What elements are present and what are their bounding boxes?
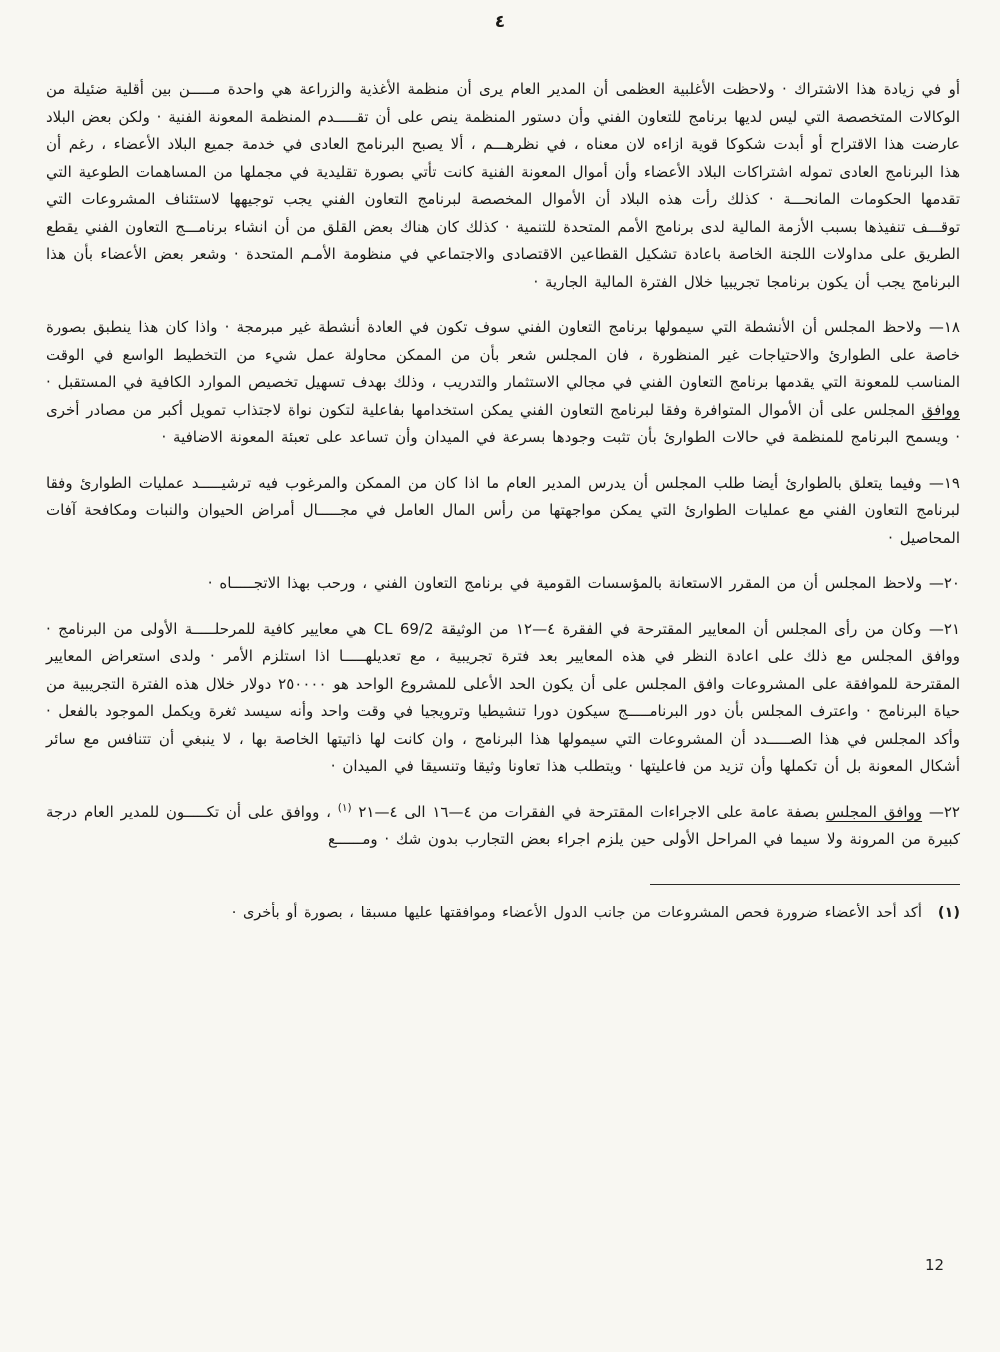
paragraph-21: ٢١— وكان من رأى المجلس أن المعايير المقترحة في الفقرة ٤—١٢ من الوثيقة CL 69/2 هي معايير كافية للمرحلـــــة الأولى من البرنامج · ووافق المجلس مع ذلك على اعادة النظر في هذه المعايير بعد فترة تجريبية ، مع تعديلهـــــا اذا استلزم الأمر · ولدى استعراض المعايير المقترحة للموافقة على المشروعات وافق المجلس على أن يكون الحد الأعلى للمشروع الواحد هو ٢٥٠٠٠٠ دولار خلال هذه الفترة التجريبية من حياة البرنامج · واعترف المجلس بأن دور البرنامـــــج سيكون دورا تنشيطيا وترويجيا في وقت واحد وأنه سيسد ثغرة ويكمل الموجود بالفعل · وأكد المجلس في هذا الصـــــدد أن المشروعات التي سيمولها هذا البرنامج ، وان كانت لها ذاتيتها الخاصة بها ، لا ينبغي أن تتنافس مع سائر أشكال المعونة بل أن تكملها وأن تزيد من فاعليتها · ويتطلب هذا تعاونا وثيقا وتنسيقا في الميدان ·: [46, 619, 961, 775]
paragraph-20: ٢٠— ولاحظ المجلس أن من المقرر الاستعانة بالمؤسسات القومية في برنامج التعاون الفني ، ورحب بهذا الاتجـــــاه ·: [207, 574, 960, 592]
footnote-reference: (١): [337, 801, 352, 814]
paragraph-18: [46, 314, 960, 452]
underlined-phrase-22: ووافق المجلس: [825, 802, 923, 821]
paragraph-22-text-middle: بصفة عامة على الاجراءات المقترحة في الفقرات من ٤—١٦ الى ٤—٢١: [351, 802, 826, 821]
paragraph-18-text-after: المجلس على أن الأموال المتوافرة وفقا لبرنامج التعاون الفني يمكن استخدامها بفاعلية لتكون نواة لاجتذاب تمويل أكبر من مصادر أخرى · ويسمح البرنامج للمنظمة في حالات الطوارئ بأن تثبت وجودها بسرعة في الميدان وأن تساعد على تعبئة المعونة الاضافية ·: [46, 400, 960, 446]
paragraph-18-text-before: ١٨— ولاحظ المجلس أن الأنشطة التي سيمولها برنامج التعاون الفني سوف تكون في العادة أنشطة غير مبرمجة · واذا كان هذا ينطبق بصورة خاصة على الطوارئ والاحتياجات غير المنظورة ، فان المجلس شعر بأن من الممكن محاولة عمل شيء من التخطيط الواسع في الوقت المناسب للمعونة التي يقدمها برنامج التعاون الفني في مجالي الاستثمار والتدريب ، وذلك بهدف تسهيل تخصيص الموارد الكافية في المستقبل ·: [46, 318, 960, 391]
paragraph-22-text-after: ، ووافق على أن تكـــــون للمدير العام درجة كبيرة من المرونة ولا سيما في المراحل الأولى حين يلزم اجراء بعض التجارب بدون شك · ومــــــع: [46, 802, 960, 848]
paragraph-22-number: ٢٢—: [922, 802, 960, 821]
footnote-text: أكد أحد الأعضاء ضرورة فحص المشروعات من جانب الدول الأعضاء وموافقتها عليها مسبقا ، بصورة أو بأخرى ·: [231, 904, 922, 921]
footer-page-number: 12: [925, 1256, 945, 1274]
header-page-number: ٤: [494, 12, 506, 32]
paragraph-19: ١٩— وفيما يتعلق بالطوارئ أيضا طلب المجلس أن يدرس المدير العام ما اذا كان من الممكن والمرغوب فيه ترشيـــــد عمليات الطوارئ وفقا لبرنامج التعاون الفني مع عمليات الطوارئ التي يمكن مواجهتها من رأس المال العامل في مجـــــال أمراض الحيوان والنبات ومكافحة آفات المحاصيل ·: [46, 473, 960, 547]
paragraph-continuation: أو في زيادة هذا الاشتراك · ولاحظت الأغلبية العظمى أن المدير العام يرى أن منظمة الأغذية والزراعة هي واحدة مـــــن بين أقلية ضئيلة من الوكالات المتخصصة التي ليس لديها برنامج للتعاون الفني وأن دستور المنظمة ينص على أن تقـــــدم المنظمة المعونة الفنية · ولكن بعض البلاد عارضت هذا الاقتراح أو أبدت شكوكا قوية ازاءه لان معناه ، في نظرهـــم ، ألا يصبح البرنامج العادى في خدمة جميع البلاد الأعضاء ، رغم أن هذا البرنامج العادى تموله اشتراكات البلاد الأعضاء وأن أموال المعونة الفنية كانت تأتي بصورة تقليدية في مجملها من المساهمات الطوعية التي تقدمها الحكومات المانحـــة · كذلك رأت هذه البلاد أن الأموال المخصصة لبرنامج التعاون الفني يجب توجيهها لاستئناف المشروعات التي توقـــف تنفيذها بسبب الأزمة المالية لدى برنامج الأمم المتحدة للتنمية · كذلك كان هناك بعض القلق من أن انشاء برنامـــج التعاون الفني يقطع الطريق على مداولات اللجنة الخاصة باعادة تشكيل القطاعين الاقتصادى والاجتماعي في منظومة الأمـم المتحدة · وشعر بعض الأعضاء بأن هذا البرنامج يجب أن يكون برنامجا تجريبيا خلال الفترة المالية الجارية ·: [46, 80, 960, 291]
paragraph-22: [46, 799, 960, 854]
footnote-separator: [650, 884, 960, 885]
footnote-marker: (١): [937, 904, 960, 921]
underlined-phrase-18: ووافق: [921, 400, 960, 419]
page-content: [0, 76, 1000, 926]
footnote: [46, 901, 960, 926]
